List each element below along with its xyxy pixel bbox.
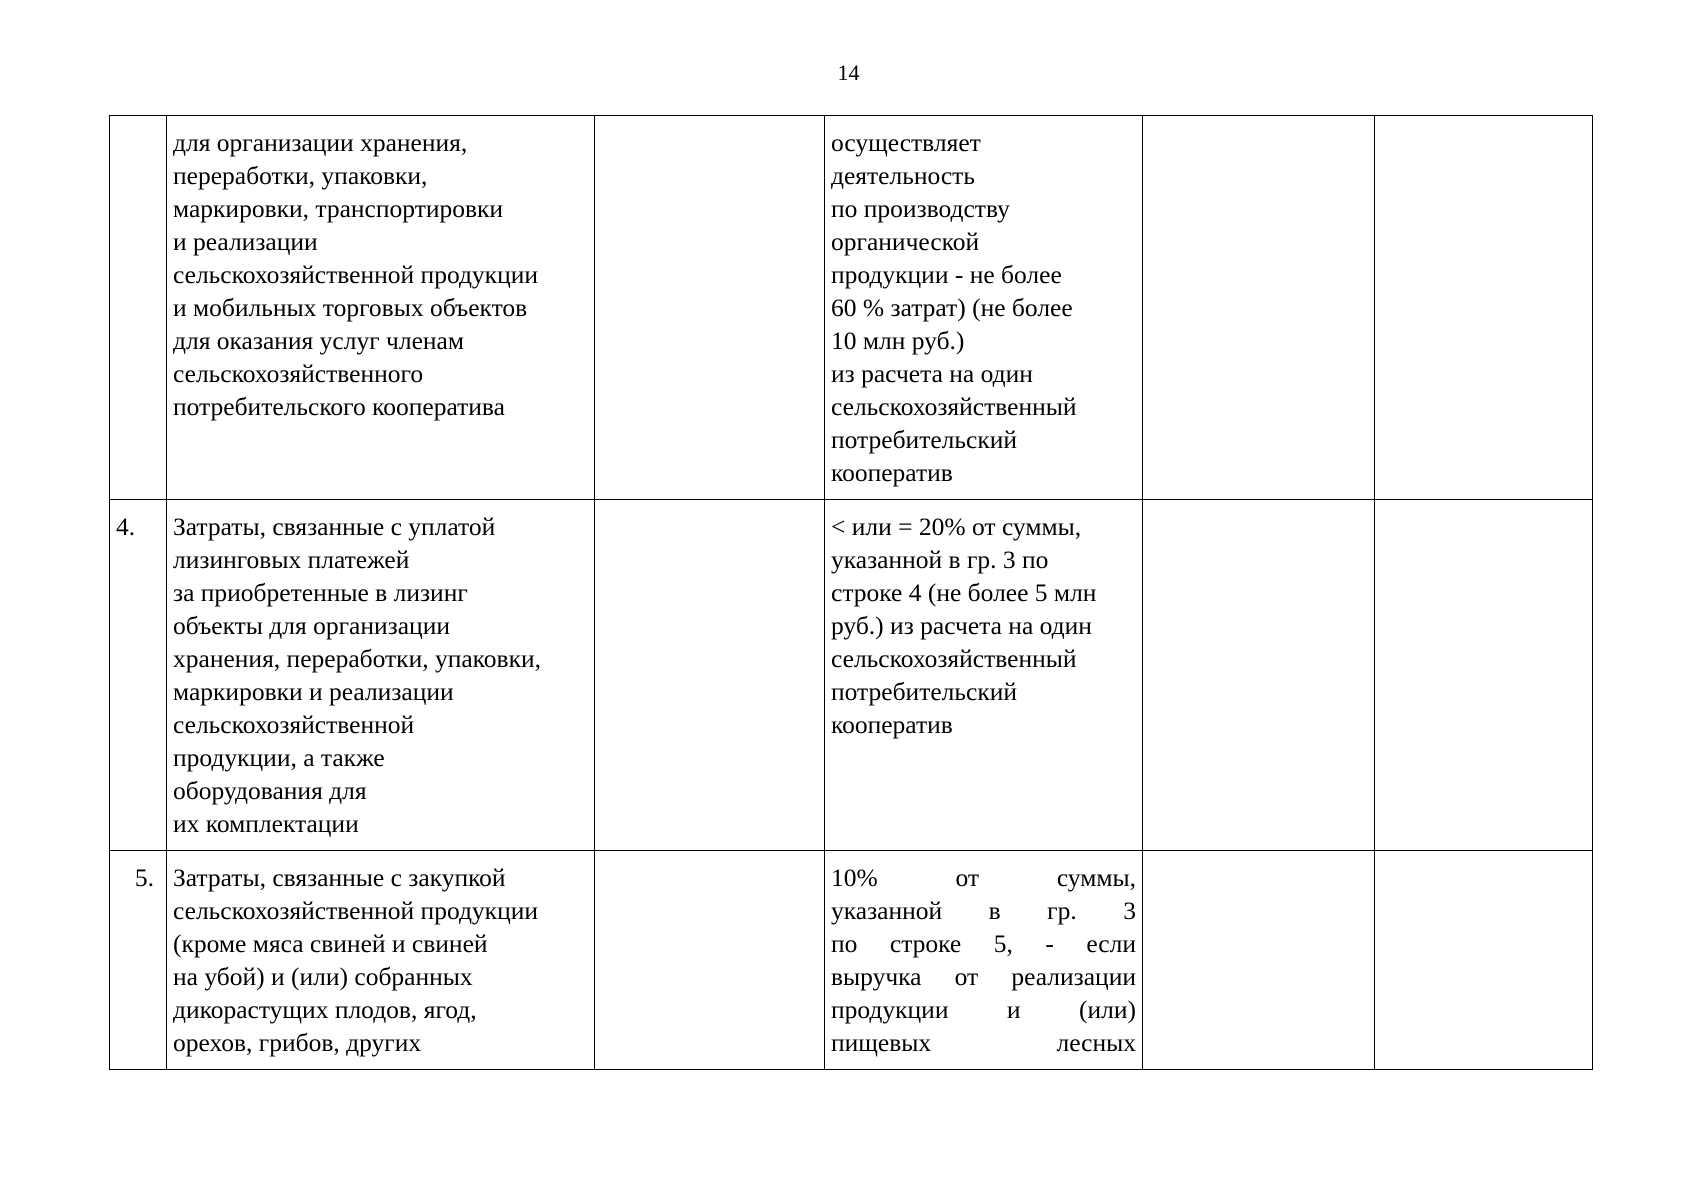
- column-6-cell: [1375, 500, 1593, 851]
- column-5-cell: [1143, 500, 1375, 851]
- table-row: [110, 500, 1593, 851]
- limit-cell: [825, 500, 1143, 851]
- limit-text-line: по строке 5, - если: [831, 929, 1136, 958]
- page-number: 14: [837, 60, 860, 85]
- limit-text: < или = 20% от суммы, указанной в гр. 3 по строке 4 (не более 5 млн руб.) из расчета на один сельскохозяйственный потребительский кооператив: [831, 512, 1097, 739]
- row-number-cell: [110, 500, 167, 851]
- column-6-cell: [1375, 116, 1593, 500]
- row-number: 4.: [116, 512, 136, 541]
- table-row: [110, 851, 1593, 1070]
- row-number-cell: [110, 116, 167, 500]
- limit-cell: [825, 116, 1143, 500]
- limit-text-line: выручка от реализации: [831, 962, 1136, 991]
- column-5-cell: [1143, 116, 1375, 500]
- column-3-cell: [595, 500, 825, 851]
- cost-name-cell: [167, 851, 595, 1070]
- row-number: 5.: [134, 863, 154, 892]
- row-number-cell: [110, 851, 167, 1070]
- cost-name: для организации хранения, переработки, упаковки, маркировки, транспортировки и реализации сельскохозяйственной продукции и мобильных торговых объектов для оказания услуг членам сельскохозяйственного потребительского кооператива: [173, 128, 539, 421]
- cost-name-cell: [167, 500, 595, 851]
- cost-name-cell: [167, 116, 595, 500]
- limit-text-line: пищевых лесных: [831, 1028, 1136, 1057]
- table-row: [110, 116, 1593, 500]
- limit-text: осуществляет деятельность по производству органической продукции - не более 60 % затрат) (не более 10 млн руб.) из расчета на один сельскохозяйственный потребительский кооператив: [831, 128, 1077, 487]
- limit-text-line: указанной в гр. 3: [831, 896, 1136, 925]
- column-3-cell: [595, 851, 825, 1070]
- cost-name: Затраты, связанные с закупкой сельскохозяйственной продукции (кроме мяса свиней и свиней на убой) и (или) собранных дикорастущих плодов, ягод, орехов, грибов, других: [173, 863, 539, 1057]
- column-5-cell: [1143, 851, 1375, 1070]
- costs-table: [109, 115, 1593, 1070]
- limit-text-line: 10% от суммы,: [831, 863, 1136, 892]
- limit-text-line: продукции и (или): [831, 995, 1136, 1024]
- cost-name: Затраты, связанные с уплатой лизинговых платежей за приобретенные в лизинг объекты для организации хранения, переработки, упаковки, маркировки и реализации сельскохозяйственной продукции, а также оборудования для их комплектации: [173, 512, 541, 838]
- limit-cell: [825, 851, 1143, 1070]
- column-3-cell: [595, 116, 825, 500]
- column-6-cell: [1375, 851, 1593, 1070]
